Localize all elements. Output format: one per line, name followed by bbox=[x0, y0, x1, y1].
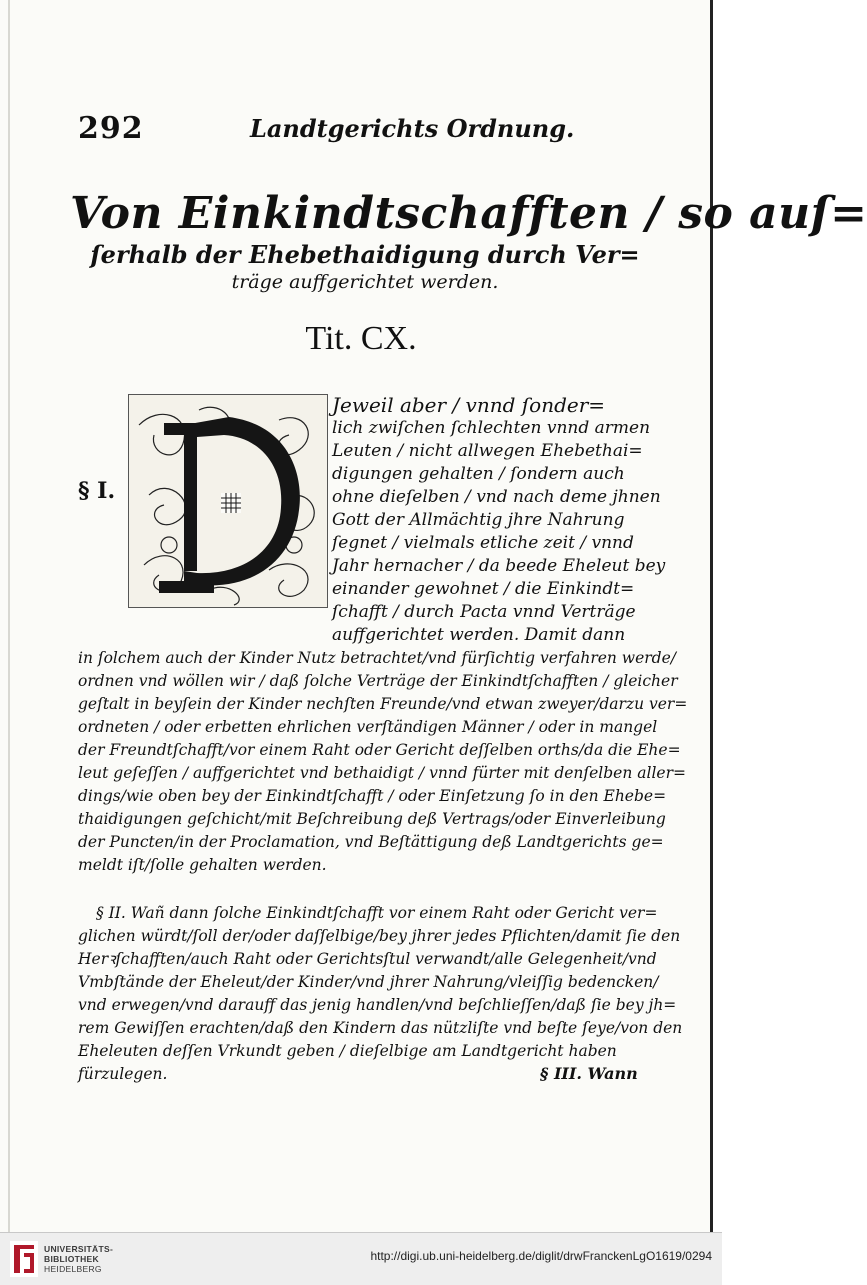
text-line: ſchafft / durch Pacta vnnd Verträge bbox=[332, 602, 636, 622]
text-line: thaidigungen geſchicht/mit Beſchreibung deß Vertrags/oder Einverleibung bbox=[78, 810, 666, 828]
page-edge-shadow bbox=[8, 0, 10, 1232]
text-line: Herꝛſchafften/auch Raht oder Gerichtsſtul verwandt/alle Gelegenheit/vnd bbox=[78, 950, 657, 968]
text-line: der Puncten/in der Proclamation, vnd Beſtättigung deß Landtgerichts ge= bbox=[78, 833, 664, 851]
text-line: ordneten / oder erbetten ehrlichen verſtändigen Männer / oder in mangel bbox=[78, 718, 658, 736]
text-line: § II. Wañ dann ſolche Einkindtſchafft vor einem Raht oder Gericht ver= bbox=[96, 904, 658, 922]
title-line-2: ſerhalb der Ehebethaidigung durch Ver= bbox=[90, 240, 640, 269]
text-line: meldt iſt/ſolle gehalten werden. bbox=[78, 856, 327, 874]
text-line: Leuten / nicht allwegen Ehebethai= bbox=[332, 441, 643, 461]
text-line: digungen gehalten / ſondern auch bbox=[332, 464, 625, 484]
ornament-initial-image bbox=[129, 395, 327, 607]
text-line: auffgerichtet werden. Damit dann bbox=[332, 625, 626, 645]
decorated-initial bbox=[128, 394, 328, 608]
text-line: glichen würdt/ſoll der/oder daſſelbige/bey jhrer jedes Pflichten/damit ſie den bbox=[78, 927, 681, 945]
text-line: rem Gewiſſen erachten/daß den Kindern das nützliſte vnd beſte ſeye/von den bbox=[78, 1019, 683, 1037]
text-line: leut geſeſſen / auffgerichtet vnd bethaidigt / vnnd fürter mit denſelben aller= bbox=[78, 764, 686, 782]
running-head: Landtgerichts Ordnung. bbox=[250, 113, 575, 143]
section-title: Tit. CX. bbox=[305, 320, 417, 357]
text-line: ohne dieſelben / vnd nach deme jhnen bbox=[332, 487, 661, 507]
text-line: lich zwiſchen ſchlechten vnnd armen bbox=[332, 418, 651, 438]
text-line: der Freundtſchafft/vor einem Raht oder Gericht deſſelben orths/da die Ehe= bbox=[78, 741, 681, 759]
text-line: Jahr hernacher / da beede Eheleut bey bbox=[332, 556, 666, 576]
text-line: ſegnet / vielmals etliche zeit / vnnd bbox=[332, 533, 634, 553]
paragraph-mark-1: § I. bbox=[78, 478, 116, 504]
text-line: Eheleuten deſſen Vrkundt geben / dieſelbige am Landtgericht haben bbox=[78, 1042, 617, 1060]
title-line-1: Von Einkindtschafften / so auſ= bbox=[70, 188, 867, 239]
page-number: 292 bbox=[78, 110, 144, 146]
text-line: ordnen vnd wöllen wir / daß ſolche Verträge der Einkindtſchafften / gleicher bbox=[78, 672, 678, 690]
text-line: vnd erwegen/vnd darauff das jenig handlen/vnd beſchlieſſen/daß ſie bey jh= bbox=[78, 996, 677, 1014]
university-logo-icon bbox=[10, 1241, 38, 1277]
text-line: Jeweil aber / vnnd ſonder= bbox=[332, 393, 606, 417]
library-name-line-3: HEIDELBERG bbox=[44, 1264, 102, 1274]
library-name-line-2: BIBLIOTHEK bbox=[44, 1254, 99, 1264]
text-line: Gott der Allmächtig jhre Nahrung bbox=[332, 510, 625, 530]
footer-bar bbox=[0, 1232, 722, 1285]
catchword: § III. Wann bbox=[540, 1064, 638, 1083]
page-header bbox=[78, 110, 638, 146]
library-name-line-1: UNIVERSITÄTS- bbox=[44, 1244, 114, 1254]
text-line: geſtalt in beyſein der Kinder nechſten Freunde/vnd etwan zweyer/darzu ver= bbox=[78, 695, 688, 713]
text-line: in ſolchem auch der Kinder Nutz betrachtet/vnd fürſichtig verfahren werde/ bbox=[78, 649, 676, 667]
text-line: fürzulegen. bbox=[78, 1065, 168, 1083]
title-line-3: träge auffgerichtet werden. bbox=[231, 271, 499, 293]
text-line: einander gewohnet / die Einkindt= bbox=[332, 579, 635, 599]
text-line: Vmbſtände der Eheleut/der Kinder/vnd jhrer Nahrung/vleiſſig bedencken/ bbox=[78, 973, 659, 991]
text-line: dings/wie oben bey der Einkindtſchafft / oder Einſetzung ſo in den Ehebe= bbox=[78, 787, 667, 805]
chapter-title bbox=[70, 188, 867, 294]
source-url[interactable]: http://digi.ub.uni-heidelberg.de/diglit/drwFranckenLgO1619/0294 bbox=[370, 1249, 712, 1263]
library-name bbox=[44, 1244, 113, 1274]
